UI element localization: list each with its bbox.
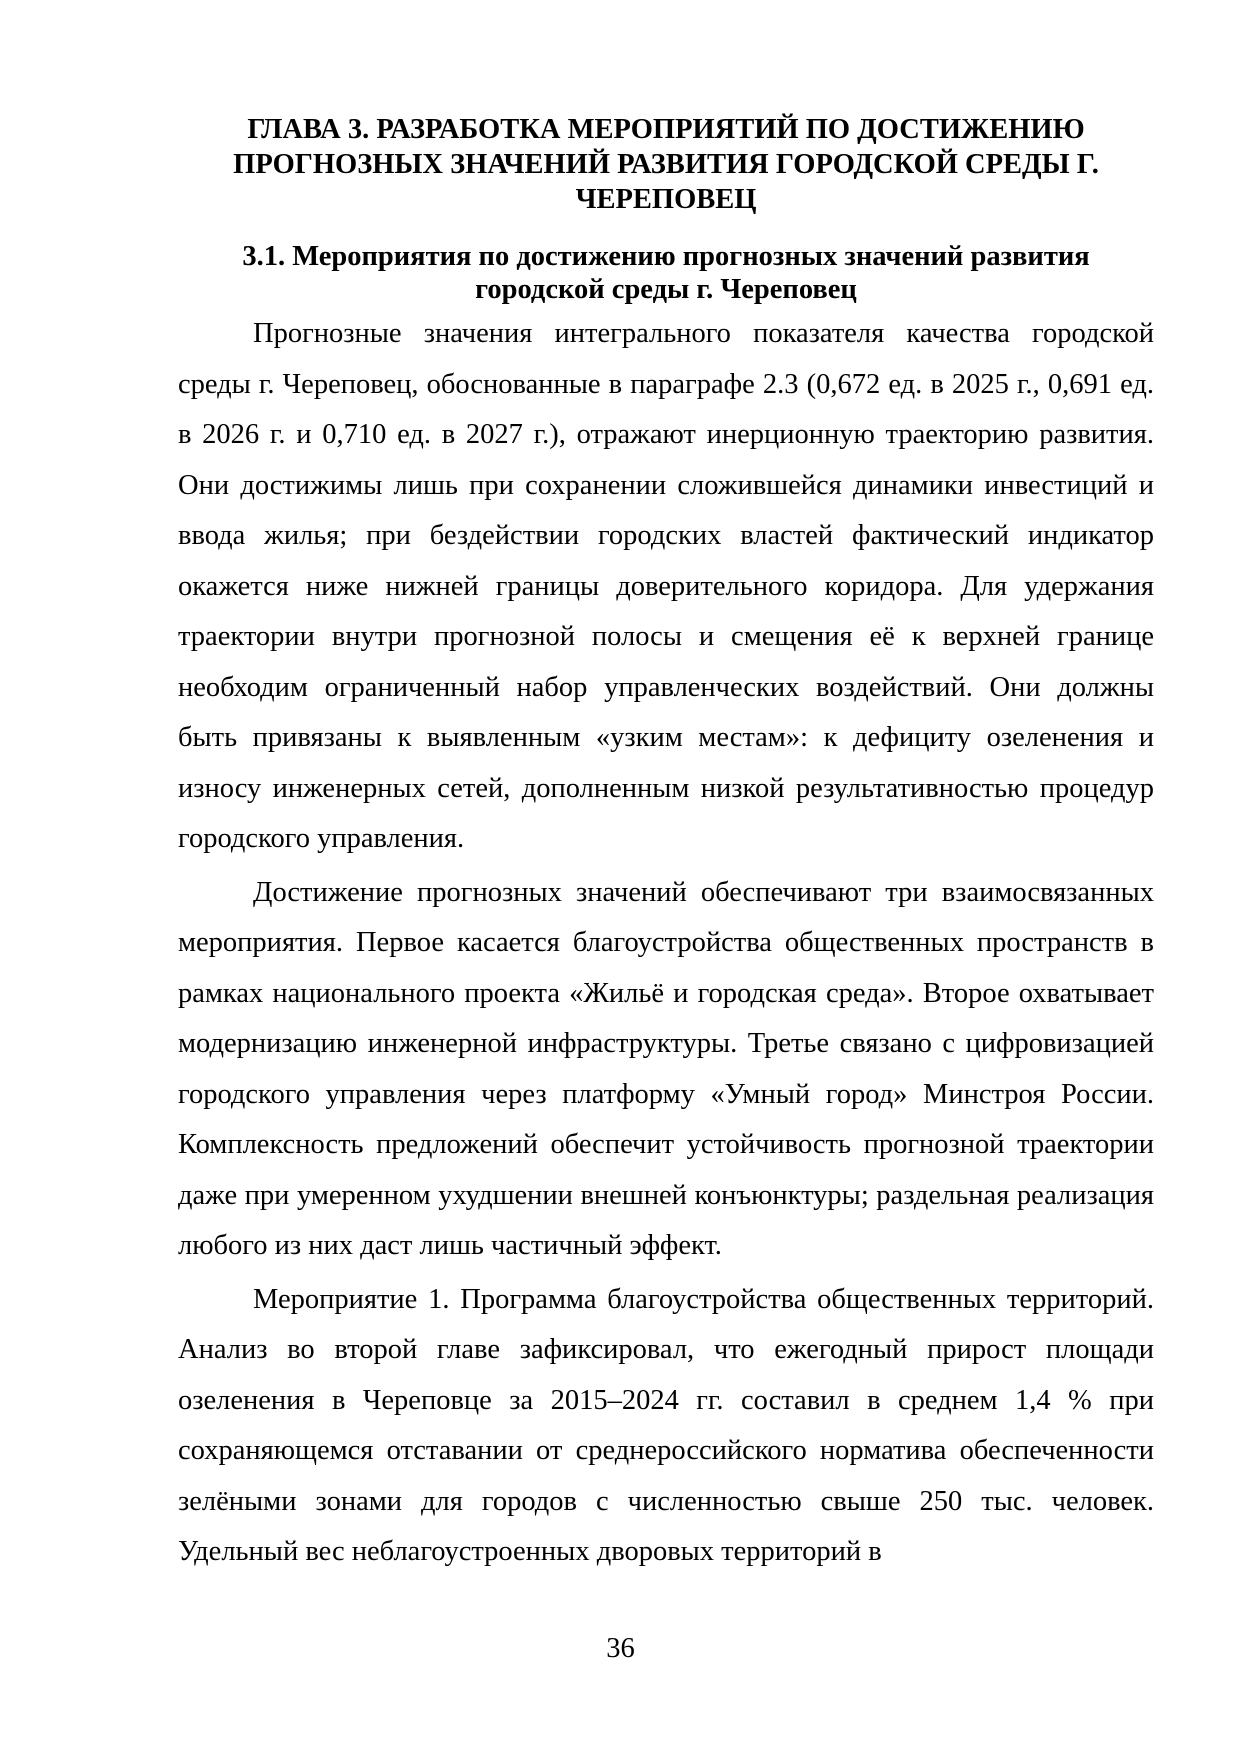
paragraph: Достижение прогнозных значений обеспечивают три взаимосвязанных мероприятия. Первое касается благоустройства общественных пространств в рамках национального проекта «Жильё и городская среда». Второе охватывает модернизацию инженерной инфраструктуры. Третье связано с цифровизацией городского управления через платформу «Умный город» Минстроя России. Комплексность предложений обеспечит устойчивость прогнозной траектории даже при умеренном ухудшении внешней конъюнктуры; раздельная реализация любого из них даст лишь частичный эффект.	[178, 876, 1154, 1261]
paragraph: Прогнозные значения интегрального показателя качества городской среды г. Череповец, обоснованные в параграфе 2.3 (0,672 ед. в 2025 г., 0,691 ед. в 2026 г. и 0,710 ед. в 2027 г.), отражают инерционную траекторию развития. Они достижимы лишь при сохранении сложившейся динамики инвестиций и ввода жилья; при бездействии городских властей фактический индикатор окажется ниже нижней границы доверительного коридора. Для удержания траектории внутри прогнозной полосы и смещения её к верхней границе необходим ограниченный набор управленческих воздействий. Они должны быть привязаны к выявленным «узким местам»: к дефициту озеленения и износу инженерных сетей, дополненным низкой результативностью процедур городского управления.	[178, 318, 1154, 854]
chapter-title: ГЛАВА 3. РАЗРАБОТКА МЕРОПРИЯТИЙ ПО ДОСТИЖЕНИЮ ПРОГНОЗНЫХ ЗНАЧЕНИЙ РАЗВИТИЯ ГОРОДСКОЙ СРЕДЫ Г. ЧЕРЕПОВЕЦ	[233, 114, 1099, 215]
paragraph: Мероприятие 1. Программа благоустройства общественных территорий. Анализ во второй главе зафиксировал, что ежегодный прирост площади озеленения в Череповце за 2015–2024 гг. составил в среднем 1,4 % при сохраняющемся отставании от среднероссийского норматива обеспеченности зелёными зонами для городов с численностью свыше 250 тыс. человек. Удельный вес неблагоустроенных дворовых территорий в	[178, 1283, 1154, 1567]
document-page	[178, 112, 1154, 1581]
section-title: 3.1. Мероприятия по достижению прогнозных значений развития городской среды г. Череповец	[242, 241, 1090, 305]
page-number: 36	[606, 1633, 635, 1664]
